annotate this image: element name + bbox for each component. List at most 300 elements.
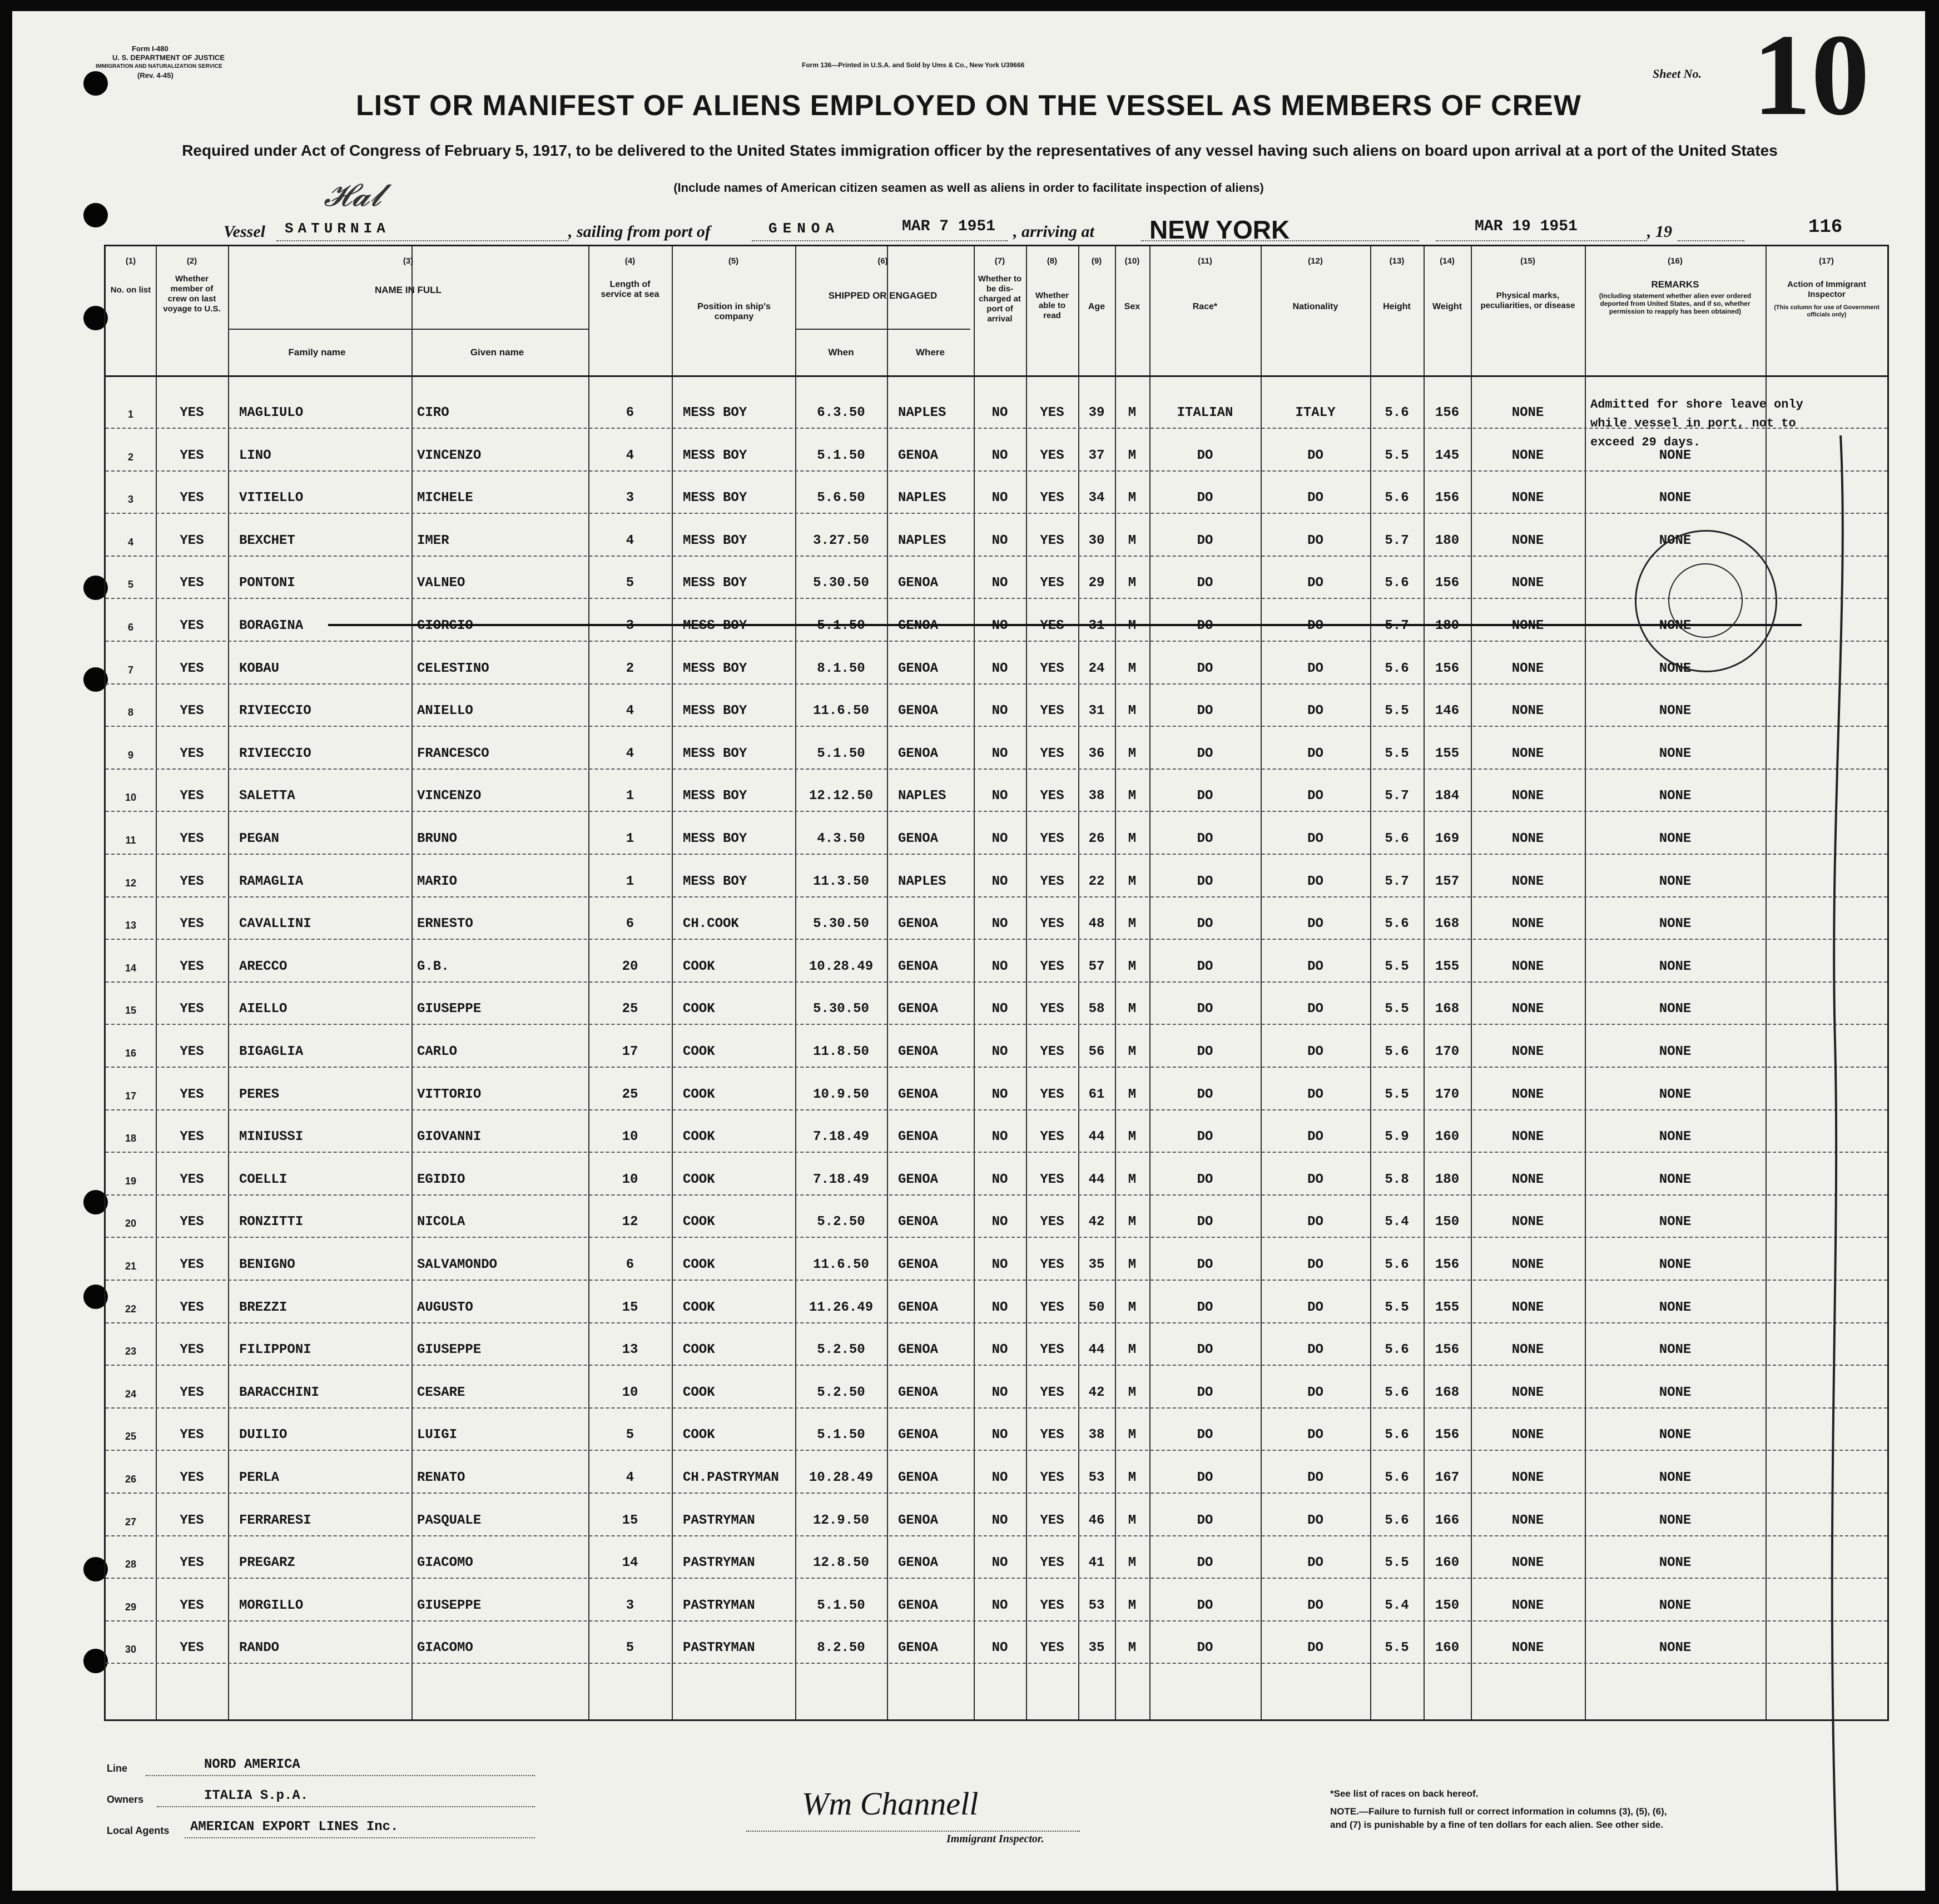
cell-position: MESS BOY: [683, 831, 747, 846]
table-row: [106, 855, 1887, 898]
col-number: (2): [186, 256, 197, 266]
header-shipped-engaged: SHIPPED OR ENGAGED: [828, 290, 938, 301]
cell-remarks: NONE: [1659, 490, 1692, 506]
cell-given: LUIGI: [417, 1427, 458, 1443]
cell-member: YES: [180, 1257, 204, 1272]
cell-height: 5.5: [1385, 1300, 1409, 1315]
include-note: (Include names of American citizen seamen as well as aliens in order to facilitate inspection of aliens): [673, 181, 1264, 195]
table-row: [106, 1238, 1887, 1281]
header-able-read: Whether able to read: [1035, 291, 1069, 320]
cell-age: 36: [1088, 746, 1105, 761]
cell-when: 10.28.49: [809, 959, 874, 974]
cell-physical: NONE: [1511, 831, 1544, 846]
table-row: [106, 1068, 1887, 1110]
table-row: [106, 1323, 1887, 1366]
table-row: [106, 1622, 1887, 1664]
cell-read: YES: [1040, 746, 1064, 761]
cell-length: 6: [626, 1257, 634, 1272]
cell-height: 5.7: [1385, 874, 1409, 889]
line-label: Line: [107, 1763, 128, 1774]
cell-remarks: NONE: [1659, 1470, 1692, 1485]
cell-read: YES: [1040, 1513, 1064, 1528]
cell-race: DO: [1197, 831, 1213, 846]
cell-length: 5: [626, 576, 634, 591]
cell-nat: DO: [1307, 1172, 1323, 1187]
cell-member: YES: [180, 916, 204, 932]
cell-where: GENOA: [898, 1257, 939, 1272]
cell-race: DO: [1197, 1087, 1213, 1102]
cell-weight: 180: [1435, 533, 1460, 548]
cell-race: DO: [1197, 1129, 1213, 1145]
cell-disch: NO: [991, 1640, 1008, 1656]
cell-position: CH.COOK: [683, 916, 739, 932]
cell-sex: M: [1128, 1172, 1137, 1187]
cell-height: 5.6: [1385, 1513, 1409, 1528]
cell-remarks: NONE: [1659, 1427, 1692, 1443]
table-row: [106, 727, 1887, 770]
cell-where: GENOA: [898, 1598, 939, 1613]
cell-height: 5.5: [1385, 746, 1409, 761]
cell-where: NAPLES: [898, 405, 946, 420]
cell-given: CESARE: [417, 1385, 465, 1400]
cell-member: YES: [180, 1385, 204, 1400]
col-number: (13): [1389, 256, 1405, 266]
cell-given: VINCENZO: [417, 448, 482, 463]
cell-position: COOK: [683, 1214, 715, 1230]
cell-age: 42: [1088, 1385, 1105, 1400]
cell-when: 11.8.50: [813, 1044, 869, 1059]
cell-age: 31: [1088, 703, 1105, 719]
cell-height: 5.6: [1385, 916, 1409, 932]
service: IMMIGRATION AND NATURALIZATION SERVICE: [96, 63, 222, 70]
cell-height: 5.5: [1385, 448, 1409, 463]
cell-height: 5.6: [1385, 1385, 1409, 1400]
cell-no: 14: [125, 962, 137, 974]
table-row: [106, 1196, 1887, 1238]
cell-given: VINCENZO: [417, 789, 482, 804]
cell-given: CIRO: [417, 405, 449, 420]
cell-sex: M: [1128, 703, 1137, 719]
cell-weight: 157: [1435, 874, 1460, 889]
cell-sex: M: [1128, 789, 1137, 804]
vessel-label: Vessel: [224, 222, 265, 241]
cell-read: YES: [1040, 1257, 1064, 1272]
cell-where: GENOA: [898, 1342, 939, 1358]
col-number: (1): [125, 256, 136, 266]
cell-nat: DO: [1307, 1555, 1323, 1571]
cell-weight: 155: [1435, 1300, 1460, 1315]
cell-weight: 168: [1435, 916, 1460, 932]
cell-no: 19: [125, 1175, 137, 1187]
cell-no: 2: [127, 451, 133, 463]
cell-disch: NO: [991, 789, 1008, 804]
cell-physical: NONE: [1511, 1342, 1544, 1358]
cell-disch: NO: [991, 1087, 1008, 1102]
table-row: [106, 770, 1887, 812]
cell-disch: NO: [991, 1555, 1008, 1571]
cell-when: 5.30.50: [813, 916, 869, 932]
table-row: [106, 1409, 1887, 1451]
cell-member: YES: [180, 1427, 204, 1443]
cell-disch: NO: [991, 959, 1008, 974]
cell-read: YES: [1040, 1300, 1064, 1315]
col-number: (16): [1668, 256, 1683, 266]
cell-position: COOK: [683, 959, 715, 974]
cell-height: 5.7: [1385, 533, 1409, 548]
shore-leave-note: [1590, 395, 1803, 452]
cell-disch: NO: [991, 1342, 1008, 1358]
cell-no: 27: [125, 1516, 137, 1528]
cell-read: YES: [1040, 1087, 1064, 1102]
cell-member: YES: [180, 1214, 204, 1230]
cell-when: 7.18.49: [813, 1172, 869, 1187]
cell-race: DO: [1197, 1470, 1213, 1485]
cell-where: GENOA: [898, 831, 939, 846]
cell-member: YES: [180, 1129, 204, 1145]
cell-age: 44: [1088, 1172, 1105, 1187]
cell-height: 5.6: [1385, 1044, 1409, 1059]
header-name-in-full: NAME IN FULL: [375, 285, 442, 295]
cell-position: COOK: [683, 1300, 715, 1315]
cell-given: VALNEO: [417, 576, 465, 591]
cell-read: YES: [1040, 490, 1064, 506]
cell-family: SALETTA: [239, 789, 295, 804]
sailing-label: , sailing from port of: [568, 222, 711, 241]
cell-weight: 160: [1435, 1555, 1460, 1571]
cell-remarks: NONE: [1659, 533, 1692, 548]
owners-label: Owners: [107, 1794, 144, 1805]
cell-weight: 156: [1435, 576, 1460, 591]
cell-length: 5: [626, 1640, 634, 1656]
cell-age: 57: [1088, 959, 1105, 974]
header-weight: Weight: [1432, 302, 1462, 311]
cell-length: 1: [626, 789, 634, 804]
cell-given: G.B.: [417, 959, 449, 974]
cell-when: 10.28.49: [809, 1470, 874, 1485]
cell-height: 5.6: [1385, 1470, 1409, 1485]
cell-length: 10: [622, 1129, 638, 1145]
cell-race: DO: [1197, 661, 1213, 676]
cell-read: YES: [1040, 959, 1064, 974]
cell-when: 11.26.49: [809, 1300, 874, 1315]
cell-position: PASTRYMAN: [683, 1598, 755, 1613]
cell-family: RIVIECCIO: [239, 746, 311, 761]
cell-height: 5.6: [1385, 576, 1409, 591]
cell-length: 4: [626, 533, 634, 548]
cell-where: NAPLES: [898, 533, 946, 548]
cell-age: 38: [1088, 1427, 1105, 1443]
table-row: [106, 812, 1887, 855]
cell-length: 20: [622, 959, 638, 974]
cell-position: COOK: [683, 1172, 715, 1187]
cell-family: RONZITTI: [239, 1214, 304, 1230]
col-number: (8): [1047, 256, 1058, 266]
cell-age: 53: [1088, 1470, 1105, 1485]
cell-weight: 160: [1435, 1640, 1460, 1656]
cell-position: COOK: [683, 1087, 715, 1102]
cell-member: YES: [180, 1470, 204, 1485]
cell-age: 42: [1088, 1214, 1105, 1230]
cell-position: MESS BOY: [683, 703, 747, 719]
cell-length: 4: [626, 703, 634, 719]
cell-height: 5.5: [1385, 1087, 1409, 1102]
strike-through-line: [328, 624, 1802, 626]
cell-no: 26: [125, 1474, 137, 1485]
cell-when: 5.1.50: [817, 1427, 865, 1443]
cell-weight: 150: [1435, 1214, 1460, 1230]
cell-physical: NONE: [1511, 746, 1544, 761]
header-length-service: Length of service at sea: [601, 280, 659, 299]
cell-when: 12.12.50: [809, 789, 874, 804]
inspector-signature: Wm Channell: [802, 1786, 979, 1822]
cell-sex: M: [1128, 1385, 1137, 1400]
cell-sex: M: [1128, 1087, 1137, 1102]
cell-member: YES: [180, 831, 204, 846]
header-discharged: Whether to be dis-charged at port of arrival: [978, 274, 1022, 324]
cell-where: NAPLES: [898, 874, 946, 889]
cell-physical: NONE: [1511, 789, 1544, 804]
cell-given: AUGUSTO: [417, 1300, 473, 1315]
cell-height: 5.7: [1385, 789, 1409, 804]
cell-family: CAVALLINI: [239, 916, 311, 932]
cell-when: 10.9.50: [813, 1087, 869, 1102]
cell-disch: NO: [991, 1172, 1008, 1187]
cell-given: GIUSEPPE: [417, 1598, 482, 1613]
cell-remarks: NONE: [1659, 1342, 1692, 1358]
cell-sex: M: [1128, 405, 1137, 420]
cell-family: BORAGINA: [239, 618, 304, 633]
cell-weight: 145: [1435, 448, 1460, 463]
cell-where: GENOA: [898, 1385, 939, 1400]
cell-nat: DO: [1307, 1214, 1323, 1230]
cell-remarks: NONE: [1659, 1513, 1692, 1528]
cell-race: DO: [1197, 1172, 1213, 1187]
cell-weight: 150: [1435, 1598, 1460, 1613]
manifest-sheet: [12, 11, 1925, 1891]
cell-race: DO: [1197, 448, 1213, 463]
cell-position: PASTRYMAN: [683, 1555, 755, 1571]
header-nationality: Nationality: [1292, 302, 1338, 311]
cell-physical: NONE: [1511, 1598, 1544, 1613]
cell-physical: NONE: [1511, 1640, 1544, 1656]
cell-race: DO: [1197, 1300, 1213, 1315]
cell-read: YES: [1040, 1129, 1064, 1145]
requirement-text: Required under Act of Congress of February 5, 1917, to be delivered to the United States immigration officer by the representatives of any vessel having such aliens on board upon arrival at a port of the United States: [182, 142, 1778, 159]
cell-sex: M: [1128, 1640, 1137, 1656]
cell-family: MORGILLO: [239, 1598, 304, 1613]
cell-physical: NONE: [1511, 1172, 1544, 1187]
page-number: 116: [1808, 217, 1843, 238]
cell-given: ANIELLO: [417, 703, 473, 719]
cell-weight: 156: [1435, 1342, 1460, 1358]
cell-weight: 166: [1435, 1513, 1460, 1528]
cell-family: FERRARESI: [239, 1513, 311, 1528]
cell-no: 13: [125, 920, 137, 931]
cell-race: DO: [1197, 916, 1213, 932]
cell-position: MESS BOY: [683, 874, 747, 889]
cell-family: RANDO: [239, 1640, 280, 1656]
cell-weight: 180: [1435, 1172, 1460, 1187]
cell-where: NAPLES: [898, 789, 946, 804]
cell-given: CELESTINO: [417, 661, 489, 676]
cell-physical: NONE: [1511, 1001, 1544, 1017]
cell-position: MESS BOY: [683, 661, 747, 676]
cell-height: 5.9: [1385, 1129, 1409, 1145]
cell-given: PASQUALE: [417, 1513, 482, 1528]
cell-given: IMER: [417, 533, 449, 548]
cell-length: 3: [626, 490, 634, 506]
cell-family: COELLI: [239, 1172, 287, 1187]
cell-length: 15: [622, 1513, 638, 1528]
cell-no: 3: [127, 494, 133, 505]
cell-when: 12.9.50: [813, 1513, 869, 1528]
cell-read: YES: [1040, 661, 1064, 676]
cell-race: DO: [1197, 490, 1213, 506]
cell-read: YES: [1040, 405, 1064, 420]
cell-nat: DO: [1307, 533, 1323, 548]
cell-no: 21: [125, 1261, 137, 1272]
cell-where: GENOA: [898, 1044, 939, 1059]
header-race: Race*: [1192, 302, 1218, 311]
cell-weight: 168: [1435, 1385, 1460, 1400]
cell-family: KOBAU: [239, 661, 280, 676]
cell-given: VITTORIO: [417, 1087, 482, 1102]
cell-when: 11.6.50: [813, 1257, 869, 1272]
cell-member: YES: [180, 789, 204, 804]
cell-family: MINIUSSI: [239, 1129, 304, 1145]
header-family-name: Family name: [288, 347, 346, 358]
cell-physical: NONE: [1511, 916, 1544, 932]
cell-family: FILIPPONI: [239, 1342, 311, 1358]
cell-remarks: NONE: [1659, 1555, 1692, 1571]
cell-sex: M: [1128, 661, 1137, 676]
cell-nat: DO: [1307, 874, 1323, 889]
cell-remarks: NONE: [1659, 1214, 1692, 1230]
cell-when: 5.1.50: [817, 448, 865, 463]
cell-weight: 168: [1435, 1001, 1460, 1017]
arriving-port: NEW YORK: [1149, 215, 1290, 244]
cell-nat: DO: [1307, 1044, 1323, 1059]
cell-family: PREGARZ: [239, 1555, 295, 1571]
cell-height: 5.6: [1385, 831, 1409, 846]
cell-member: YES: [180, 1300, 204, 1315]
cell-height: 5.6: [1385, 1342, 1409, 1358]
cell-age: 44: [1088, 1129, 1105, 1145]
cell-physical: NONE: [1511, 1129, 1544, 1145]
cell-member: YES: [180, 1555, 204, 1571]
cell-where: GENOA: [898, 1087, 939, 1102]
cell-race: DO: [1197, 1598, 1213, 1613]
cell-sex: M: [1128, 1257, 1137, 1272]
cell-remarks: NONE: [1659, 746, 1692, 761]
cell-family: RIVIECCIO: [239, 703, 311, 719]
cell-when: 8.2.50: [817, 1640, 865, 1656]
cell-nat: DO: [1307, 490, 1323, 506]
cell-nat: ITALY: [1295, 405, 1336, 420]
col-number: (9): [1091, 256, 1102, 266]
header-remarks: REMARKS: [1651, 279, 1699, 290]
cell-position: MESS BOY: [683, 448, 747, 463]
cell-race: DO: [1197, 959, 1213, 974]
cell-weight: 156: [1435, 661, 1460, 676]
cell-weight: 170: [1435, 1044, 1460, 1059]
cell-read: YES: [1040, 1214, 1064, 1230]
revision: (Rev. 4-45): [137, 71, 173, 80]
cell-height: 5.5: [1385, 703, 1409, 719]
table-row: [106, 940, 1887, 983]
cell-member: YES: [180, 746, 204, 761]
cell-position: COOK: [683, 1001, 715, 1017]
cell-read: YES: [1040, 1470, 1064, 1485]
cell-physical: NONE: [1511, 1257, 1544, 1272]
cell-sex: M: [1128, 1214, 1137, 1230]
cell-where: GENOA: [898, 1001, 939, 1017]
cell-family: ARECCO: [239, 959, 287, 974]
cell-length: 10: [622, 1172, 638, 1187]
table-row: [106, 514, 1887, 557]
cell-where: GENOA: [898, 1513, 939, 1528]
shore-leave-note-line: Admitted for shore leave only: [1590, 398, 1803, 411]
cell-nat: DO: [1307, 959, 1323, 974]
cell-age: 44: [1088, 1342, 1105, 1358]
cell-age: 26: [1088, 831, 1105, 846]
cell-height: 5.6: [1385, 1257, 1409, 1272]
cell-disch: NO: [991, 1001, 1008, 1017]
cell-height: 5.6: [1385, 490, 1409, 506]
cell-weight: 155: [1435, 746, 1460, 761]
cell-when: 5.30.50: [813, 576, 869, 591]
cell-disch: NO: [991, 490, 1008, 506]
table-row: [106, 1281, 1887, 1323]
cell-remarks: NONE: [1659, 1129, 1692, 1145]
cell-sex: M: [1128, 959, 1137, 974]
cell-nat: DO: [1307, 448, 1323, 463]
cell-sex: M: [1128, 1513, 1137, 1528]
cell-disch: NO: [991, 661, 1008, 676]
cell-member: YES: [180, 576, 204, 591]
binder-hole: [83, 203, 108, 227]
cell-height: 5.6: [1385, 661, 1409, 676]
cell-nat: DO: [1307, 1513, 1323, 1528]
cell-when: 5.1.50: [817, 746, 865, 761]
cell-length: 4: [626, 448, 634, 463]
cell-member: YES: [180, 448, 204, 463]
cell-height: 5.4: [1385, 1598, 1409, 1613]
cell-given: GIOVANNI: [417, 1129, 482, 1145]
form-number: Form I-480: [132, 44, 168, 53]
cell-family: PERES: [239, 1087, 280, 1102]
cell-when: 6.3.50: [817, 405, 865, 420]
cell-sex: M: [1128, 1342, 1137, 1358]
cell-physical: NONE: [1511, 959, 1544, 974]
year-label: , 19: [1647, 222, 1672, 241]
cell-physical: NONE: [1511, 1087, 1544, 1102]
printer-line: Form 136—Printed in U.S.A. and Sold by Ums & Co., New York U39666: [802, 61, 1025, 69]
cell-read: YES: [1040, 1001, 1064, 1017]
cell-read: YES: [1040, 874, 1064, 889]
arrival-date: MAR 19 1951: [1475, 218, 1578, 235]
col-number: (17): [1819, 256, 1834, 266]
cell-physical: NONE: [1511, 1044, 1544, 1059]
sheet-label: Sheet No.: [1653, 67, 1702, 81]
cell-physical: NONE: [1511, 490, 1544, 506]
cell-when: 11.3.50: [813, 874, 869, 889]
cell-where: GENOA: [898, 1300, 939, 1315]
cell-nat: DO: [1307, 746, 1323, 761]
cell-race: ITALIAN: [1177, 405, 1233, 420]
cell-read: YES: [1040, 1385, 1064, 1400]
cell-read: YES: [1040, 1172, 1064, 1187]
